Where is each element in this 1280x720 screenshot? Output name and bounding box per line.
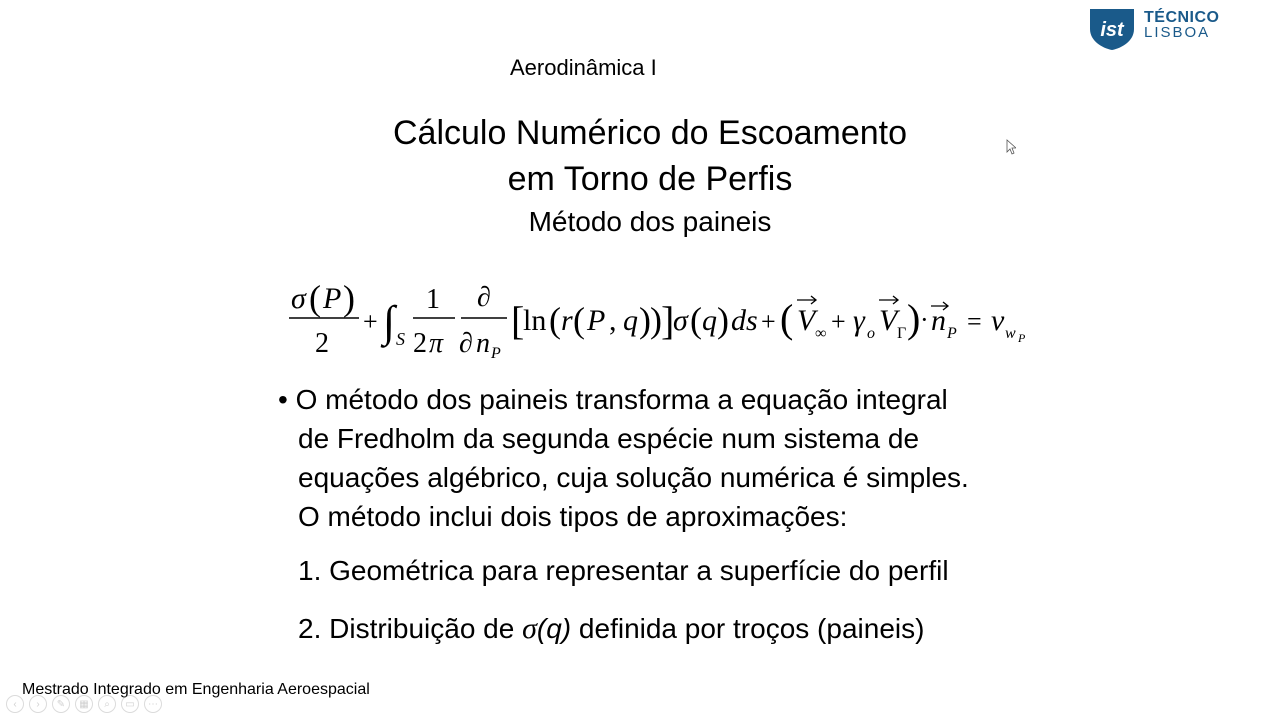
svg-text:V: V [879, 304, 898, 337]
svg-text:): ) [639, 300, 651, 340]
course-title: Aerodinâmica I [510, 55, 657, 80]
subtitles-icon[interactable]: ▭ [121, 695, 139, 713]
bullet-line-4: O método inclui dois tipos de aproximações: [298, 501, 848, 532]
svg-text:,: , [609, 304, 617, 337]
svg-text:P: P [947, 325, 957, 342]
integral-equation [283, 270, 1043, 370]
svg-text:q: q [702, 304, 717, 337]
svg-text:ist: ist [1100, 19, 1124, 41]
presentation-toolbar [6, 695, 162, 715]
svg-text:P: P [323, 282, 342, 315]
svg-text:2: 2 [315, 328, 329, 359]
svg-text:): ) [650, 300, 662, 340]
svg-text:∂: ∂ [477, 282, 491, 313]
svg-text:): ) [343, 278, 355, 318]
svg-text:Γ: Γ [897, 325, 907, 342]
slide-title [250, 110, 1050, 240]
svg-text:∂: ∂ [459, 328, 473, 359]
svg-text:): ) [717, 300, 729, 340]
title-line-1: Cálculo Numérico do Escoamento [392, 114, 908, 152]
slide-subtitle: Método dos paineis [528, 206, 772, 237]
logo-text [1144, 10, 1220, 40]
svg-text:σ: σ [673, 304, 688, 337]
svg-text:ds: ds [731, 304, 758, 337]
svg-text:r: r [561, 304, 573, 337]
next-icon[interactable]: › [29, 695, 47, 713]
zoom-icon[interactable]: ⌕ [98, 695, 116, 713]
bullet-line-3: equações algébrico, cuja solução numérica é simples. [298, 462, 969, 493]
svg-text:2: 2 [413, 328, 427, 359]
svg-text:V: V [797, 304, 816, 337]
list-item-distribution [298, 612, 924, 646]
svg-text:[: [ [511, 298, 525, 343]
svg-text:(: ( [690, 300, 702, 340]
item2-prefix: 2. Distribuição de [298, 613, 523, 644]
bullet-paragraph [278, 380, 1098, 536]
svg-text:(: ( [549, 300, 561, 340]
svg-text:·: · [920, 305, 929, 334]
bullet-marker: • [278, 384, 288, 415]
more-icon[interactable]: ⋯ [144, 695, 162, 713]
svg-text:n: n [476, 328, 490, 359]
bullet-line-1: O método dos paineis transforma a equação integral [295, 384, 948, 415]
svg-text:P: P [491, 345, 501, 362]
svg-text:=: = [967, 307, 982, 336]
title-line-2: em Torno de Perfis [507, 160, 793, 198]
sigma-q-symbol: σ(q) [522, 612, 572, 645]
svg-text:+: + [363, 307, 378, 336]
logo-city: LISBOA [1144, 24, 1211, 41]
slides-icon[interactable]: ▦ [75, 695, 93, 713]
svg-text:o: o [867, 325, 875, 342]
pen-icon[interactable]: ✎ [52, 695, 70, 713]
svg-text:q: q [623, 304, 638, 337]
svg-text:(: ( [573, 300, 585, 340]
svg-text:+: + [831, 307, 846, 336]
svg-text:P: P [587, 304, 606, 337]
svg-text:n: n [931, 304, 946, 337]
svg-text:∞: ∞ [815, 325, 827, 342]
svg-text:π: π [429, 328, 444, 359]
svg-text:v: v [991, 304, 1005, 337]
svg-text:(: ( [780, 296, 794, 341]
svg-text:]: ] [661, 298, 675, 343]
svg-text:1: 1 [426, 284, 440, 315]
svg-text:): ) [907, 296, 921, 341]
svg-text:w: w [1005, 325, 1016, 342]
bullet-line-2: de Fredholm da segunda espécie num sistema de [298, 423, 920, 454]
svg-text:γ: γ [853, 304, 865, 337]
svg-text:(: ( [309, 278, 321, 318]
svg-text:∫: ∫ [383, 297, 396, 346]
ist-shield-icon [1088, 7, 1136, 51]
svg-text:+: + [761, 307, 776, 336]
item2-suffix: definida por troços (paineis) [571, 613, 925, 644]
ist-logo [1088, 7, 1248, 51]
bullet-first-line [278, 380, 1098, 419]
prev-icon[interactable]: ‹ [6, 695, 24, 713]
svg-text:ln: ln [523, 304, 547, 337]
logo-name: TÉCNICO [1144, 9, 1220, 26]
list-item-geometric: 1. Geométrica para representar a superfície do perfil [298, 555, 949, 586]
svg-text:S: S [396, 329, 405, 349]
svg-text:P: P [1018, 331, 1026, 345]
svg-text:σ: σ [291, 282, 306, 315]
footer-program: Mestrado Integrado em Engenharia Aeroespacial [22, 681, 370, 698]
